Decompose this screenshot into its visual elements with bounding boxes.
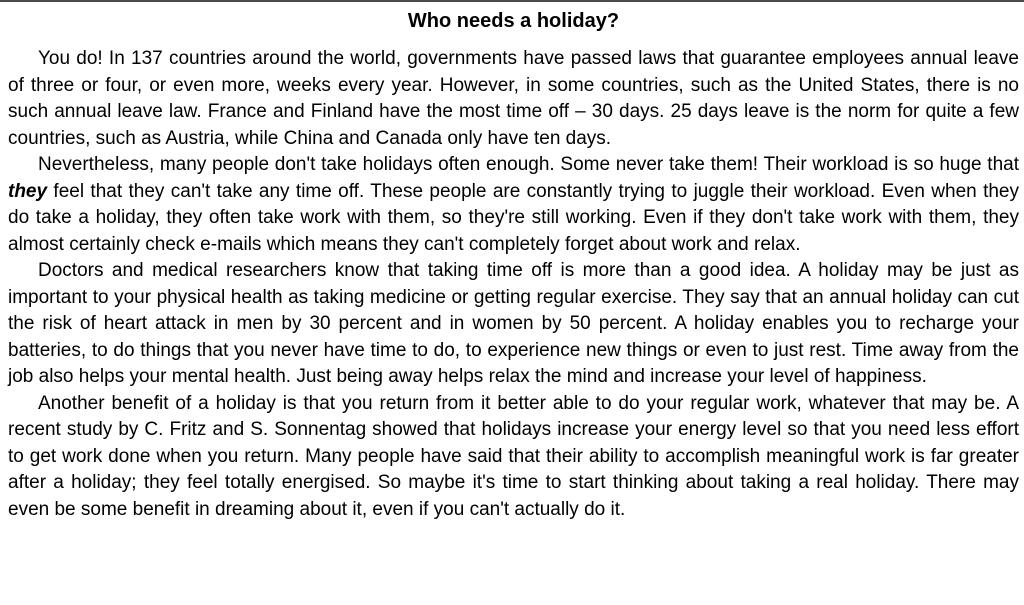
paragraph-health [8,258,1019,391]
paragraph-intro [8,46,1019,152]
paragraph-workload-text-pre: Nevertheless, many people don't take holidays often enough. Some never take them! Their workload is so huge that [38,154,1019,175]
paragraph-benefits [8,391,1019,524]
paragraph-intro-text: You do! In 137 countries around the world, governments have passed laws that guarantee employees annual leave of three or four, or even more, weeks every year. However, in some countries, such as the United States, there is no such annual leave law. France and Finland have the most time off – 30 days. 25 days leave is the norm for quite a few countries, such as Austria, while China and Canada only have ten days. [8,48,1019,149]
paragraph-workload-text-post: feel that they can't take any time off. These people are constantly trying to juggle their workload. Even when they do take a holiday, they often take work with them, so they're still working. Even if they don't take work with them, they almost certainly check e-mails which means they can't completely forget about work and relax. [8,180,1019,255]
paragraph-health-text: Doctors and medical researchers know that taking time off is more than a good idea. A holiday may be just as important to your physical health as taking medicine or getting regular exercise. They say that an annual holiday can cut the risk of heart attack in men by 30 percent and in women by 50 percent. A holiday enables you to recharge your batteries, to do things that you never have time to do, to experience new things or even to just rest. Time away from the job also helps your mental health. Just being away helps relax the mind and increase your level of happiness. [8,260,1019,387]
paragraph-benefits-text: Another benefit of a holiday is that you return from it better able to do your regular work, whatever that may be. A recent study by C. Fritz and S. Sonnentag showed that holidays increase your energy level so that you need less effort to get work done when you return. Many people have said that their ability to accomplish meaningful work is far greater after a holiday; they feel totally energised. So maybe it's time to start thinking about taking a real holiday. There may even be some benefit in dreaming about it, even if you can't actually do it. [8,392,1019,520]
emphasized-word-they: they [8,180,48,202]
document-title: Who needs a holiday? [407,10,620,32]
paragraph-workload [8,152,1019,258]
page-top-border [0,0,1024,2]
